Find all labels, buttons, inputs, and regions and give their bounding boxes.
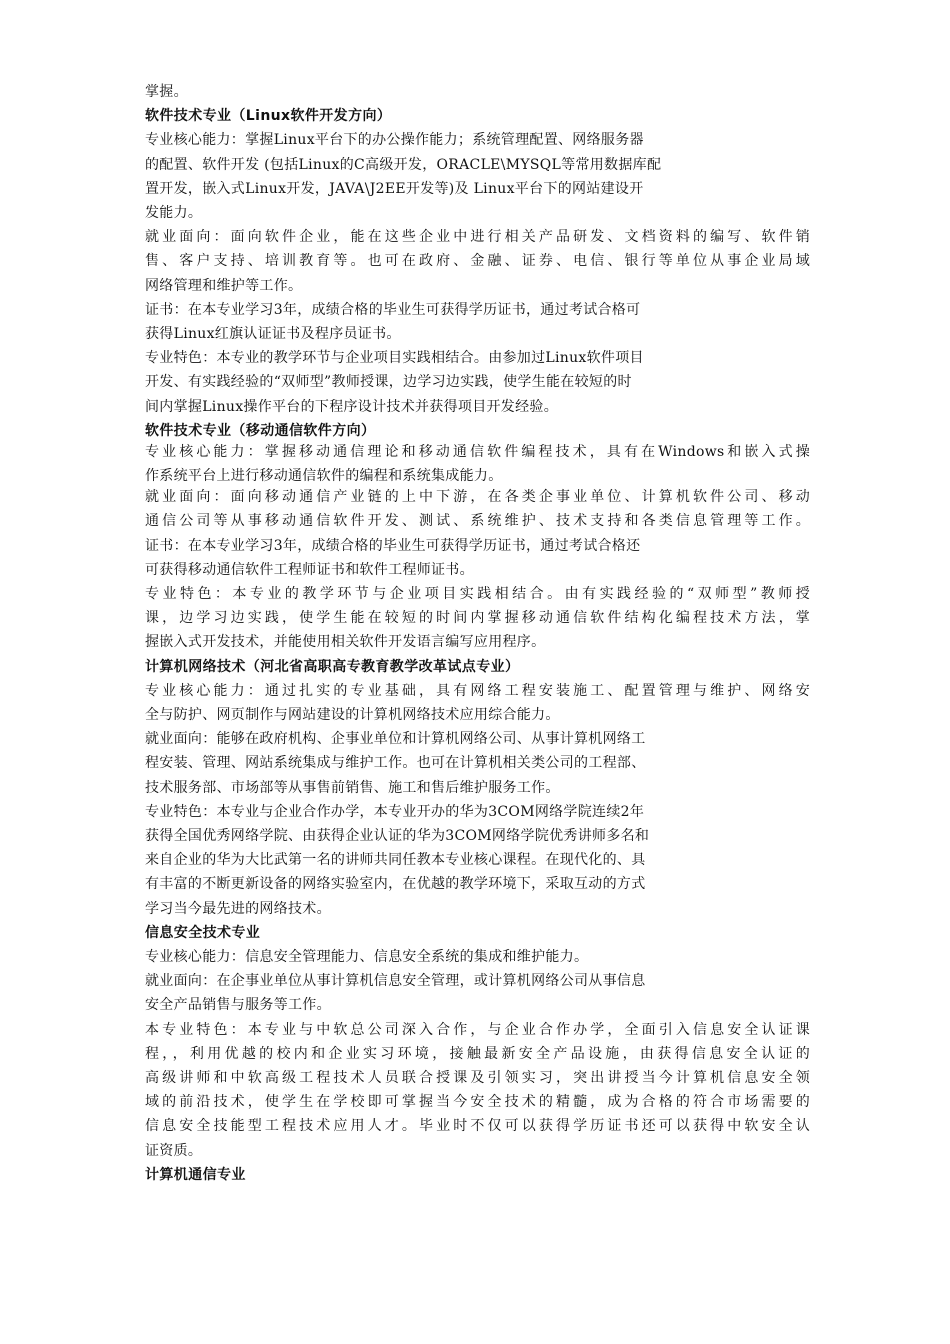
paragraph-line: 掌握。: [145, 84, 188, 100]
paragraph-line: 发能力。: [145, 205, 203, 222]
paragraph-line: 网络管理和维护等工作。: [145, 277, 303, 294]
paragraph-line: 专业特色：本专业的教学环节与企业项目实践相结合。由参加过Linux软件项目: [145, 350, 644, 367]
paragraph-line: 专业核心能力：掌握移动通信理论和移动通信软件编程技术，具有在Windows和嵌入式操: [145, 444, 810, 461]
section-heading: 软件技术专业（移动通信软件方向）: [145, 422, 376, 439]
paragraph-line: 有丰富的不断更新设备的网络实验室内，在优越的教学环境下，采取互动的方式: [145, 876, 646, 893]
paragraph-line: 就业面向：面向移动通信产业链的上中下游，在各类企事业单位、计算机软件公司、移动: [145, 489, 810, 506]
paragraph-line: 专业核心能力：通过扎实的专业基础，具有网络工程安装施工、配置管理与维护、网络安: [145, 682, 810, 699]
paragraph-line: 学习当今最先进的网络技术。: [145, 900, 331, 917]
section-heading: 信息安全技术专业: [145, 924, 261, 941]
paragraph-line: 的配置、软件开发 (包括Linux的C高级开发，ORACLE\MYSQL等常用数据库配: [145, 156, 662, 173]
paragraph-line: 本专业特色：本专业与中软总公司深入合作，与企业合作办学，全面引入信息安全认证课: [145, 1021, 810, 1038]
paragraph-line: 高级讲师和中软高级工程技术人员联合授课及引领实习，突出讲授当今计算机信息安全领: [145, 1069, 810, 1086]
paragraph-line: 间内掌握Linux操作平台的下程序设计技术并获得项目开发经验。: [145, 398, 559, 415]
paragraph-line: 就业面向：能够在政府机构、企事业单位和计算机网络公司、从事计算机网络工: [145, 731, 646, 748]
paragraph-line: 置开发，嵌入式Linux开发，JAVA\J2EE开发等)及 Linux平台下的网站建设开: [145, 180, 644, 197]
document-body: [145, 80, 810, 1187]
paragraph-line: 就业面向：在企事业单位从事计算机信息安全管理，或计算机网络公司从事信息: [145, 973, 646, 990]
paragraph-line: 作系统平台上进行移动通信软件的编程和系统集成能力。: [145, 468, 503, 485]
paragraph-line: 专业核心能力：掌握Linux平台下的办公操作能力；系统管理配置、网络服务器: [145, 132, 644, 149]
paragraph-line: 获得Linux红旗认证证书及程序员证书。: [145, 326, 401, 342]
paragraph-line: 全与防护、网页制作与网站建设的计算机网络技术应用综合能力。: [145, 706, 560, 723]
section-heading: 计算机通信专业: [145, 1166, 246, 1183]
paragraph-line: 证书：在本专业学习3年，成绩合格的毕业生可获得学历证书，通过考试合格还: [145, 537, 641, 554]
paragraph-line: 课，边学习边实践，使学生能在较短的时间内掌握移动通信软件结构化编程技术方法，掌: [145, 610, 810, 627]
paragraph-line: 技术服务部、市场部等从事售前销售、施工和售后维护服务工作。: [145, 779, 560, 796]
paragraph-line: 专业特色：本专业的教学环节与企业项目实践相结合。由有实践经验的“双师型”教师授: [145, 585, 810, 602]
paragraph-line: 专业特色：本专业与企业合作办学，本专业开办的华为3COM网络学院连续2年: [145, 803, 645, 820]
paragraph-line: 专业核心能力：信息安全管理能力、信息安全系统的集成和维护能力。: [145, 948, 589, 965]
paragraph-line: 域的前沿技术，使学生在学校即可掌握当今安全技术的精髓，成为合格的符合市场需要的: [145, 1094, 810, 1111]
paragraph-line: 证书：在本专业学习3年，成绩合格的毕业生可获得学历证书，通过考试合格可: [145, 301, 641, 318]
paragraph-line: 信息安全技能型工程技术应用人才。毕业时不仅可以获得学历证书还可以获得中软安全认: [145, 1118, 810, 1135]
paragraph-line: 来自企业的华为大比武第一名的讲师共同任教本专业核心课程。在现代化的、具: [145, 852, 646, 869]
section-heading: 软件技术专业（Linux软件开发方向）: [145, 108, 392, 125]
paragraph-line: 售、客户支持、培训教育等。也可在政府、金融、证券、电信、银行等单位从事企业局域: [145, 253, 810, 270]
paragraph-line: 开发、有实践经验的“双师型”教师授课，边学习边实践，使学生能在较短的时: [145, 374, 632, 391]
paragraph-line: 安全产品销售与服务等工作。: [145, 997, 331, 1014]
paragraph-line: 通信公司等从事移动通信软件开发、测试、系统维护、技术支持和各类信息管理等工作。: [145, 513, 810, 530]
paragraph-line: 程安装、管理、网站系统集成与维护工作。也可在计算机相关类公司的工程部、: [145, 755, 646, 772]
paragraph-line: 握嵌入式开发技术，并能使用相关软件开发语言编写应用程序。: [145, 634, 546, 651]
paragraph-line: 证资质。: [145, 1142, 203, 1159]
paragraph-line: 可获得移动通信软件工程师证书和软件工程师证书。: [145, 561, 474, 578]
paragraph-line: 程，，利用优越的校内和企业实习环境，接触最新安全产品设施，由获得信息安全认证的: [145, 1045, 810, 1062]
paragraph-line: 获得全国优秀网络学院、由获得企业认证的华为3COM网络学院优秀讲师多名和: [145, 827, 650, 844]
paragraph-line: 就业面向：面向软件企业，能在这些企业中进行相关产品研发、文档资料的编写、软件销: [145, 229, 810, 246]
section-heading: 计算机网络技术（河北省高职高专教育教学改革试点专业）: [145, 658, 520, 675]
